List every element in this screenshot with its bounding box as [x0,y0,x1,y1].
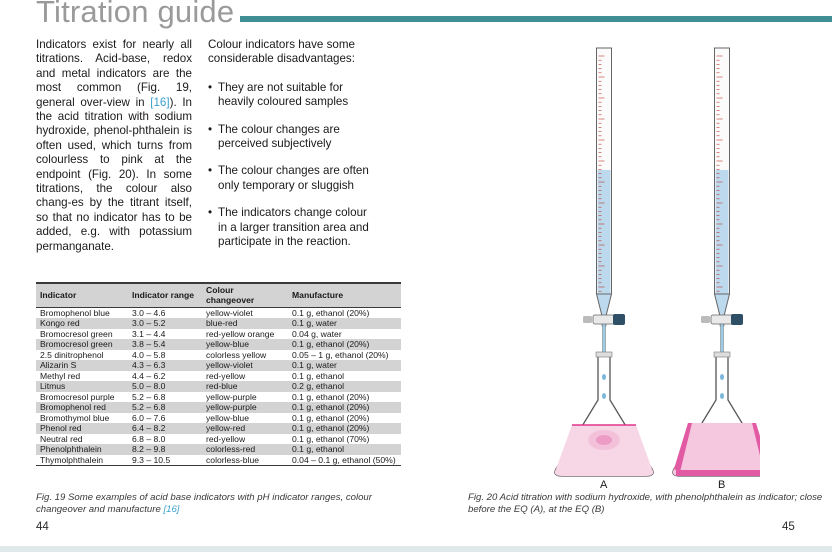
bottom-rule [0,546,832,552]
stopcock-body [711,315,733,324]
titrant-liquid [598,170,611,294]
table-cell: 3.0 – 4.6 [132,307,166,318]
table-row [36,455,401,466]
stopcock-body [593,315,615,324]
table-row [36,371,401,382]
stopcock-handle-icon [731,314,743,325]
table-cell: 3.8 – 5.4 [128,339,202,350]
flask-label-b: B [718,479,726,491]
table-row [36,360,401,371]
header-colour-changeover: Colour changeover [202,283,288,307]
header-range: Indicator range [128,283,202,307]
table-cell: blue-red [202,318,288,329]
indicator-table [36,282,401,466]
left-paragraph-part1: Indicators exist for nearly all titrations. Acid-base, redox and metal indicators are the most common (Fig. 19, general over-view in [36,38,192,109]
table-cell: 0.1 g, ethanol (20%) [292,412,370,423]
burette-tip [721,324,724,354]
table-cell: 0.1 g, ethanol (20%) [292,391,370,402]
table-cell: 8.2 – 9.8 [128,444,202,455]
table-cell: 5.0 – 8.0 [128,381,202,392]
table-cell: Neutral red [40,433,83,444]
table-cell: 0.04 g, water [292,328,342,339]
table-cell: red-yellow [206,433,246,444]
disadvantages-intro: Colour indicators have some considerable disadvantages: [208,38,355,66]
titrant-liquid [716,170,729,294]
page-number-right: 45 [782,521,795,533]
table-cell: 3.0 – 5.2 [128,318,202,329]
table-cell: 4.0 – 5.8 [132,349,166,360]
burette-taper [597,294,612,316]
table-cell: Thymolphthalein [36,455,128,466]
citation-link[interactable]: [16] [150,95,170,109]
table-cell: Bromocresol green [36,339,128,350]
table-row [36,434,401,445]
burette-taper [715,294,730,316]
table-cell: yellow-violet [202,360,288,371]
table-cell: 4.3 – 6.3 [128,360,202,371]
table-cell: yellow-purple [202,402,288,413]
table-row [36,339,401,350]
table-cell: red-yellow [206,370,246,381]
table-row [36,329,401,340]
table-cell: 9.3 – 10.5 [128,455,202,466]
table-row [36,444,401,455]
right-text-column [208,38,370,262]
flask-label-a: A [600,479,608,491]
table-cell: 0.1 g, ethanol (20%) [292,307,370,318]
table-cell: 2.5 dinitrophenol [40,349,104,360]
table-header-row [36,283,401,307]
table-cell: Kongo red [36,318,128,329]
stopcock-knob-icon [583,316,592,323]
burette-b [701,48,743,354]
disadvantage-item: • They are not suitable for heavily coloured samples [208,81,370,110]
table-cell: colorless-red [202,444,288,455]
table-cell: 0.2 g, ethanol [288,381,401,392]
caption-text: Fig. 19 Some examples of acid base indicators with pH indicator ranges, colour changeover and manufacture [36,492,372,515]
figure-19-caption [36,492,396,515]
page-number-left: 44 [36,521,49,533]
flask-b [673,352,760,476]
disadvantage-item: • The colour changes are perceived subjectively [208,123,370,152]
flask-a [555,352,653,476]
table-cell: Bromocresol purple [40,391,115,402]
burette-tip [603,324,606,354]
table-cell: yellow-violet [206,307,253,318]
table-cell: 6.0 – 7.6 [132,412,166,423]
table-cell: 0.05 – 1 g, ethanol (20%) [292,349,389,360]
table-cell: 0.04 – 0.1 g, ethanol (50%) [288,455,401,466]
table-cell: Bromocresol green [40,328,113,339]
disadvantage-item: • The indicators change colour in a larger transition area and participate in the reaction. [208,206,370,249]
table-cell: Alizarin S [36,360,128,371]
table-row [36,392,401,403]
table-cell: 0.1 g, water [288,360,401,371]
table-cell: yellow-blue [206,412,249,423]
stopcock-knob-icon [701,316,710,323]
table-cell: 5.2 – 6.8 [128,402,202,413]
table-cell: red-blue [202,381,288,392]
figure-20-caption: Fig. 20 Acid titration with sodium hydroxide, with phenolphthalein as indicator; close before the EQ (A), at the EQ (B) [468,492,823,515]
table-cell: 4.4 – 6.2 [132,370,166,381]
titration-illustration [540,44,760,494]
table-cell: 6.8 – 8.0 [132,433,166,444]
table-cell: red-yellow orange [206,328,275,339]
table-cell: Bromophenol red [36,402,128,413]
stopcock-handle-icon [613,314,625,325]
table-cell: yellow-blue [202,339,288,350]
caption-citation[interactable]: [16] [163,503,180,515]
table-cell: 6.4 – 8.2 [128,423,202,434]
table-cell: 0.1 g, ethanol (20%) [288,402,401,413]
disadvantages-list [208,81,370,250]
table-row [36,350,401,361]
table-cell: yellow-red [202,423,288,434]
table-cell: 0.1 g, ethanol (70%) [292,433,370,444]
left-paragraph [36,38,192,254]
disadvantage-item: • The colour changes are often only temporary or sluggish [208,164,370,193]
table-row [36,423,401,434]
table-row [36,307,401,318]
table-row [36,402,401,413]
header-manufacture: Manufacture [288,283,401,307]
table-cell: Methyl red [40,370,81,381]
header-indicator: Indicator [36,283,128,307]
table-cell: 5.2 – 6.8 [132,391,166,402]
table-cell: 0.1 g, ethanol [288,444,401,455]
table-cell: 0.1 g, water [288,318,401,329]
table-cell: Litmus [36,381,128,392]
table-cell: 0.1 g, ethanol [292,370,345,381]
table-cell: 0.1 g, ethanol (20%) [288,423,401,434]
table-cell: 3.1 – 4.4 [132,328,166,339]
table-cell: Phenolphthalein [36,444,128,455]
table-cell: Bromophenol blue [40,307,110,318]
table-cell: colorless-blue [202,455,288,466]
title-rule [240,16,832,22]
table-cell: Bromothymol blue [40,412,110,423]
table-row [36,318,401,329]
table-cell: yellow-purple [206,391,257,402]
table-cell: 0.1 g, ethanol (20%) [288,339,401,350]
table-cell: colorless yellow [206,349,267,360]
left-text-column [36,38,192,254]
table-cell: Phenol red [36,423,128,434]
left-paragraph-part2: ). In the acid titration with sodium hydroxide, phenol-phthalein is often used, which turns from colourless to pink at the endpoint (Fig. 20). In some titrations, the colour also chang-es by the titrant itself, so that no indicator has to be added, e.g. with potassium permanganate. [36,95,192,253]
burette-a [583,48,625,354]
table-row [36,381,401,392]
page-title: Titration guide [36,0,235,29]
table-row [36,413,401,424]
